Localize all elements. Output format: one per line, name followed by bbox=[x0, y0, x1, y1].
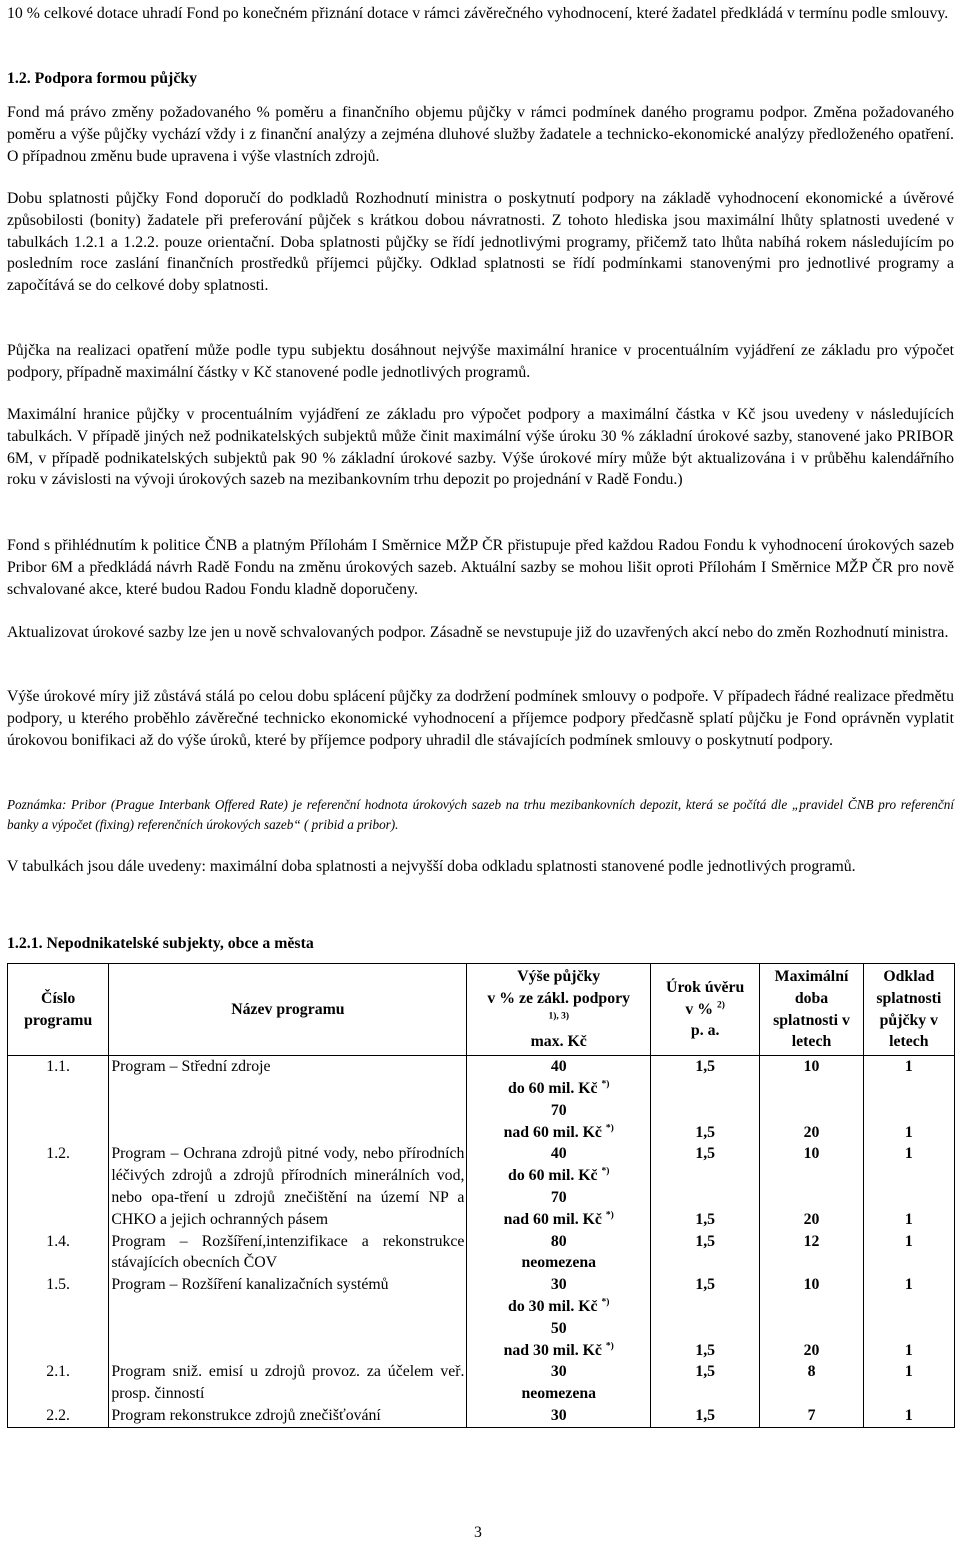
heading-nonbusiness-table: 1.2.1. Nepodnikatelské subjekty, obce a města bbox=[7, 935, 314, 952]
header-loan-amount: Výše půjčky v % ze zákl. podpory $^{1), 3)}$ max. Kč bbox=[467, 964, 651, 1056]
header-program-number: Číslo programu bbox=[8, 964, 109, 1056]
table-row bbox=[8, 1274, 955, 1361]
paragraph-tables-intro: V tabulkách jsou dále uvedeny: maximální doba splatnosti a nejvyšší doba odkladu splatnosti stanovené podle jednotlivých programů. bbox=[7, 858, 856, 875]
row-rate: 1,5 1,5 bbox=[651, 1143, 760, 1230]
row-loan-amount: 80 neomezena bbox=[467, 1231, 651, 1275]
header-program-name: Název programu bbox=[109, 964, 467, 1056]
row-loan-amount: 30 do 30 mil. Kč *) 50 nad 30 mil. Kč *) bbox=[467, 1274, 651, 1361]
row-rate: 1,5 bbox=[651, 1361, 760, 1405]
header-deferral: Odklad splatnosti půjčky v letech bbox=[863, 964, 954, 1056]
row-deferral: 1 1 bbox=[863, 1274, 954, 1361]
table-row bbox=[8, 1361, 955, 1405]
header-max-repayment: Maximální doba splatnosti v letech bbox=[760, 964, 863, 1056]
row-number: 2.2. bbox=[8, 1405, 109, 1427]
row-loan-amount: 30 neomezena bbox=[467, 1361, 651, 1405]
paragraph-interest-rate: Maximální hranice půjčky v procentuálním vyjádření ze základu pro výpočet podpory a maximální částka v Kč jsou uvedeny v následujících tabulkách. V případě jiných než podnikatelských subjektů může činit maximální výše úroku 30 % základní úrokové sazby, stanovené jako PRIBOR 6M, v případě podnikatelských subjektů pak 90 % základní úrokové sazby. Výše úrokové míry může být aktualizována i v průběhu kalendářního roku v závislosti na vývoji úrokových sazeb na mezibankovním trhu depozit po projednání v Radě Fondu.) bbox=[7, 406, 954, 489]
row-max: 8 bbox=[760, 1361, 863, 1405]
row-max: 10 20 bbox=[760, 1143, 863, 1230]
note-pribor: Poznámka: Pribor (Prague Interbank Offered Rate) je referenční hodnota úrokových sazeb na trhu mezibankovních depozit, která se počítá dle „pravidel ČNB pro referenční banky a výpočet (fixing) referenčních úrokových sazeb“ ( pribid a pribor). bbox=[7, 797, 954, 832]
row-name: Program – Rozšíření,intenzifikace a rekonstrukce stávajících obecních ČOV bbox=[109, 1231, 467, 1275]
paragraph-repayment-period: Dobu splatnosti půjčky Fond doporučí do podkladů Rozhodnutí ministra o poskytnutí podpory na základě vyhodnocení ekonomické a úvěrové způsobilosti (bonity) žadatele při preferování půjček s krátkou dobou návratnosti. Z tohoto hlediska jsou maximální lhůty splatnosti uvedené v tabulkách 1.2.1 a 1.2.2. pouze orientační. Doba splatnosti půjčky se řídí jednotlivými programy, přičemž tato lhůta nabíhá rokem následujícím po posledním roce zaslání finančních prostředků příjemci půjčky. Odklad splatnosti se řídí podmínkami stanovenými pro jednotlivé programy a započítává se do celkové doby splatnosti. bbox=[7, 190, 954, 295]
paragraph-fixed-rate: Výše úrokové míry již zůstává stálá po celou dobu splácení půjčky za dodržení podmínek smlouvy o podpoře. V případech řádné realizace předmětu podpory, u kterého proběhlo závěrečné technicko ekonomické vyhodnocení a příjemce podpory předčasně splatí půjčku je Fond oprávněn vyplatit úrokovou bonifikaci až do výše úroků, které by příjemce podpory uhradil dle stávajících podmínek smlouvy o poskytnutí podpory. bbox=[7, 688, 954, 749]
row-number: 1.1. bbox=[8, 1056, 109, 1144]
row-rate: 1,5 1,5 bbox=[651, 1056, 760, 1144]
row-loan-amount: 40 do 60 mil. Kč *) 70 nad 60 mil. Kč *) bbox=[467, 1056, 651, 1144]
row-max: 10 20 bbox=[760, 1274, 863, 1361]
paragraph-update-rates: Aktualizovat úrokové sazby lze jen u nově schvalovaných podpor. Zásadně se nevstupuje již do uzavřených akcí nebo do změn Rozhodnutí ministra. bbox=[7, 624, 949, 641]
paragraph-loan-ratio: Fond má právo změny požadovaného % poměru a finančního objemu půjčky v rámci podmínek daného programu podpor. Změna požadovaného poměru a výše půjčky vychází vždy i z finanční analýzy a zejména dluhové služby žadatele a technicko-ekonomické analýzy předloženého opatření. O případnou změnu bude upravena i výše vlastních zdrojů. bbox=[7, 104, 954, 165]
row-loan-amount: 30 bbox=[467, 1405, 651, 1427]
header-interest-rate: Úrok úvěru v % $^{2)}$ p. a. bbox=[651, 964, 760, 1056]
row-rate: 1,5 bbox=[651, 1405, 760, 1427]
row-name: Program – Střední zdroje bbox=[109, 1056, 467, 1144]
row-name: Program rekonstrukce zdrojů znečišťování bbox=[109, 1405, 467, 1427]
row-rate: 1,5 bbox=[651, 1231, 760, 1275]
row-number: 2.1. bbox=[8, 1361, 109, 1405]
row-deferral: 1 bbox=[863, 1405, 954, 1427]
paragraph-loan-limit: Půjčka na realizaci opatření může podle typu subjektu dosáhnout nejvýše maximální hranice v procentuálním vyjádření ze základu pro výpočet podpory, případně maximální částky v Kč stanovené podle jednotlivých programů. bbox=[7, 342, 954, 381]
row-deferral: 1 bbox=[863, 1231, 954, 1275]
table-header-row bbox=[8, 964, 955, 1056]
row-max: 10 20 bbox=[760, 1056, 863, 1144]
row-name: Program – Ochrana zdrojů pitné vody, nebo přírodních léčivých zdrojů a zdrojů přírodních minerálních vod, nebo opa-tření u zdrojů znečištění na území NP a CHKO a jejich ochranných pásem bbox=[109, 1143, 467, 1230]
row-max: 7 bbox=[760, 1405, 863, 1427]
paragraph-fund-payout: 10 % celkové dotace uhradí Fond po konečném přiznání dotace v rámci závěrečného vyhodnocení, které žadatel předkládá v termínu podle smlouvy. bbox=[7, 5, 949, 22]
row-deferral: 1 bbox=[863, 1361, 954, 1405]
row-max: 12 bbox=[760, 1231, 863, 1275]
table-row bbox=[8, 1405, 955, 1427]
row-loan-amount: 40 do 60 mil. Kč *) 70 nad 60 mil. Kč *) bbox=[467, 1143, 651, 1230]
row-number: 1.4. bbox=[8, 1231, 109, 1275]
row-name: Program sniž. emisí u zdrojů provoz. za účelem veř. prosp. činností bbox=[109, 1361, 467, 1405]
row-deferral: 1 1 bbox=[863, 1143, 954, 1230]
row-rate: 1,5 1,5 bbox=[651, 1274, 760, 1361]
paragraph-cnb-policy: Fond s přihlédnutím k politice ČNB a platným Přílohám I Směrnice MŽP ČR přistupuje před každou Radou Fondu k vyhodnocení úrokových sazeb Pribor 6M a předkládá návrh Radě Fondu na změnu úrokových sazeb. Aktuální sazby se mohou lišit oproti Přílohám I Směrnice MŽP ČR pro nově schvalované akce, které budou Radou Fondu kladně doporučeny. bbox=[7, 537, 954, 598]
row-deferral: 1 1 bbox=[863, 1056, 954, 1144]
table-row bbox=[8, 1231, 955, 1275]
heading-loan-support: 1.2. Podpora formou půjčky bbox=[7, 70, 198, 87]
loan-programs-table bbox=[7, 963, 955, 1428]
row-number: 1.2. bbox=[8, 1143, 109, 1230]
row-number: 1.5. bbox=[8, 1274, 109, 1361]
page-number: 3 bbox=[474, 1524, 482, 1541]
table-row bbox=[8, 1056, 955, 1144]
table-row bbox=[8, 1143, 955, 1230]
row-name: Program – Rozšíření kanalizačních systémů bbox=[109, 1274, 467, 1361]
